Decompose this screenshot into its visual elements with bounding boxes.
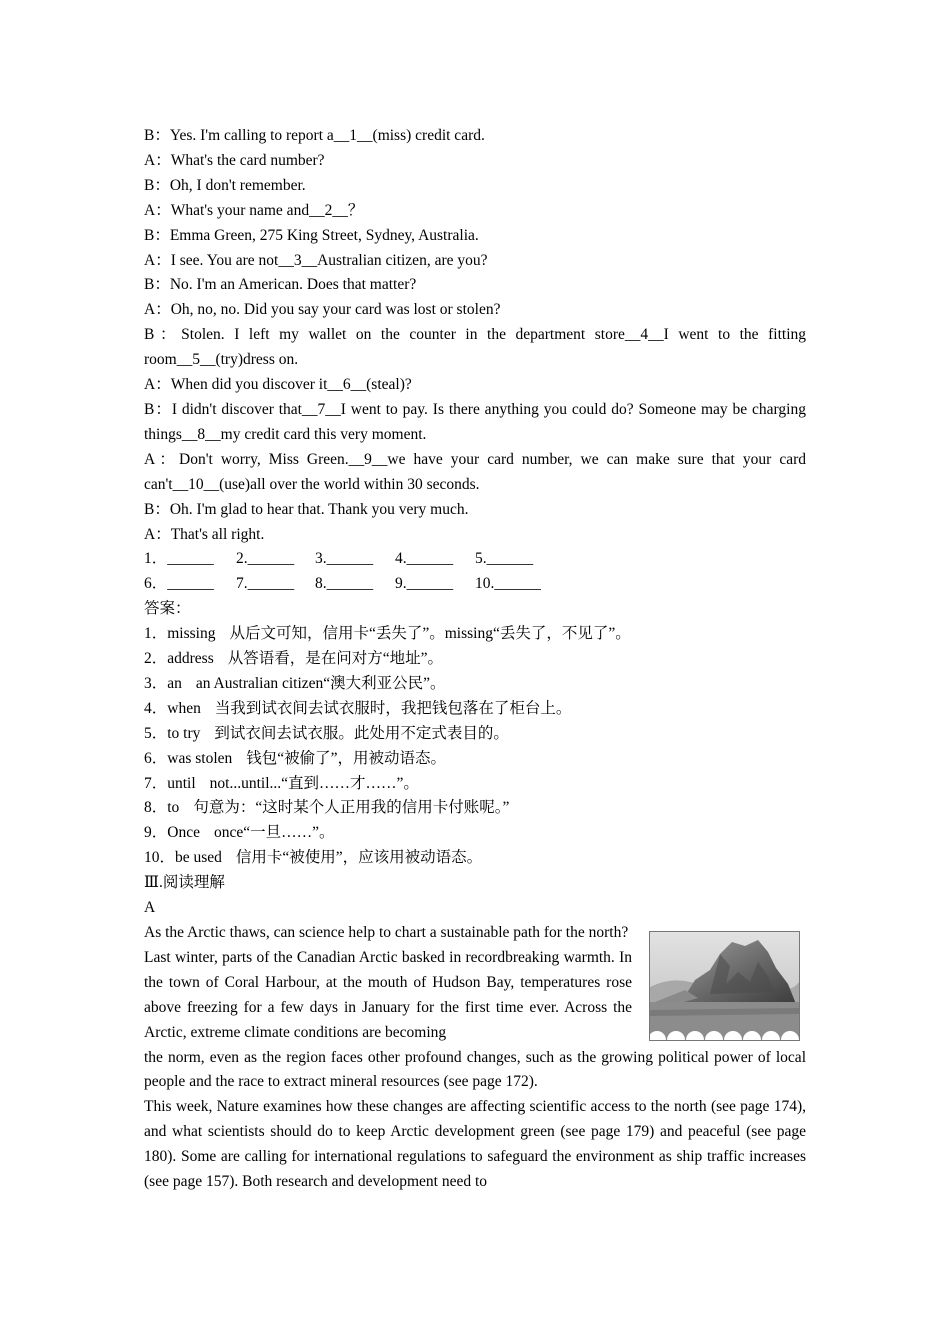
answer-number: 9．Once xyxy=(144,824,200,842)
dialogue-paragraph: A：Don't worry, Miss Green.__9__we have your card number, we can make sure that your card can't__10__(use)all over the world within 30 seconds. xyxy=(144,450,806,493)
blank-9: 9.______ xyxy=(395,575,454,593)
dialogue-line: A：That's all right. xyxy=(144,525,265,543)
iceberg-illustration xyxy=(650,932,799,1040)
answer-explanation: 钱包“被偷了”，用被动语态。 xyxy=(246,749,447,767)
answer-explanation: 信用卡“被使用”，应该用被动语态。 xyxy=(235,849,483,867)
answer-explanation: 句意为：“这时某个人正用我的信用卡付账呢。” xyxy=(193,799,510,817)
blanks-row-1 xyxy=(144,547,806,572)
blank-1: 1．______ xyxy=(144,550,214,568)
blank-4: 4.______ xyxy=(395,550,454,568)
dialogue-paragraph: B：Stolen. I left my wallet on the counter in the department store__4__I went to the fitting room__5__(try)dress on. xyxy=(144,326,806,369)
blank-10: 10.______ xyxy=(475,575,541,593)
answer-explanation: not...until...“直到……才……”。 xyxy=(209,774,419,792)
answer-number: 3．an xyxy=(144,674,182,692)
answer-explanation: 当我到试衣间去试衣服时，我把钱包落在了柜台上。 xyxy=(214,699,572,717)
answer-explanation: once“一旦……”。 xyxy=(213,824,335,842)
answer-number: 10．be used xyxy=(144,849,222,867)
dialogue-line: B：Yes. I'm calling to report a__1__(miss) credit card. xyxy=(144,127,485,144)
answer-heading: 答案： xyxy=(144,600,191,618)
answer-item xyxy=(144,722,806,747)
answer-item xyxy=(144,772,806,797)
dialogue-line: A：Oh, no, no. Did you say your card was lost or stolen? xyxy=(144,301,501,319)
answer-item xyxy=(144,672,806,697)
blank-2: 2.______ xyxy=(236,550,295,568)
answer-number: 8．to xyxy=(144,799,180,817)
answer-explanation: 到试衣间去试衣服。此处用不定式表目的。 xyxy=(214,724,509,742)
answer-item xyxy=(144,747,806,772)
blank-8: 8.______ xyxy=(315,575,374,593)
answer-number: 1．missing xyxy=(144,625,216,643)
answer-number: 5．to try xyxy=(144,724,201,742)
answer-explanation: 从答语看，是在问对方“地址”。 xyxy=(227,650,444,668)
dialogue-line: A：What's the card number? xyxy=(144,151,325,169)
answer-explanation: an Australian citizen“澳大利亚公民”。 xyxy=(195,674,446,692)
answer-item xyxy=(144,697,806,722)
passage-paragraph-1-continued: the norm, even as the region faces other profound changes, such as the growing political power of local people and the race to extract mineral resources (see page 172). xyxy=(144,1048,806,1091)
arctic-iceberg-image xyxy=(649,931,800,1041)
blank-7: 7.______ xyxy=(236,575,295,593)
dialogue-line: A：When did you discover it__6__(steal)? xyxy=(144,376,412,394)
dialogue-line: A：I see. You are not__3__Australian citizen, are you? xyxy=(144,251,488,269)
answer-number: 7．until xyxy=(144,774,196,792)
dialogue-paragraph: B：I didn't discover that__7__I went to pay. Is there anything you could do? Someone may be charging things__8__my credit card this very moment. xyxy=(144,400,806,443)
blank-5: 5.______ xyxy=(475,550,534,568)
answer-number: 6．was stolen xyxy=(144,749,233,767)
passage-paragraph-2: This week, Nature examines how these changes are affecting scientific access to the north (see page 174), and what scientists should do to keep Arctic development green (see page 179) and peaceful (see page 180). Some are calling for international regulations to safeguard the environment as ship traffic increases (see page 157). Both research and development need to xyxy=(144,1098,806,1191)
answer-number: 2．address xyxy=(144,650,214,668)
answer-item xyxy=(144,622,806,647)
answer-item xyxy=(144,796,806,821)
section-heading: Ⅲ.阅读理解 xyxy=(144,874,225,892)
dialogue-line: B：Oh. I'm glad to hear that. Thank you very much. xyxy=(144,500,469,518)
passage-title: As the Arctic thaws, can science help to chart a sustainable path for the north? xyxy=(144,924,629,941)
answer-explanation: 从后文可知，信用卡“丢失了”。missing“丢失了，不见了”。 xyxy=(229,625,631,643)
dialogue-line: B：No. I'm an American. Does that matter? xyxy=(144,276,417,294)
passage-paragraph-1: Last winter, parts of the Canadian Arctic basked in recordbreaking warmth. In the town of Coral Harbour, at the mouth of Hudson Bay, temperatures rose above freezing for a few days in January for the first time ever. Across the Arctic, extreme climate conditions are becoming xyxy=(144,948,632,1041)
passage-label: A xyxy=(144,899,156,917)
blank-3: 3.______ xyxy=(315,550,374,568)
answer-item xyxy=(144,647,806,672)
dialogue-line: B：Oh, I don't remember. xyxy=(144,176,306,194)
answer-item xyxy=(144,821,806,846)
dialogue-line: A：What's your name and__2__？ xyxy=(144,201,364,219)
answer-number: 4．when xyxy=(144,699,201,717)
answer-item xyxy=(144,846,806,871)
document-page xyxy=(144,124,806,1195)
blanks-row-2 xyxy=(144,572,806,597)
dialogue-line: B：Emma Green, 275 King Street, Sydney, Australia. xyxy=(144,226,479,244)
blank-6: 6．______ xyxy=(144,575,214,593)
